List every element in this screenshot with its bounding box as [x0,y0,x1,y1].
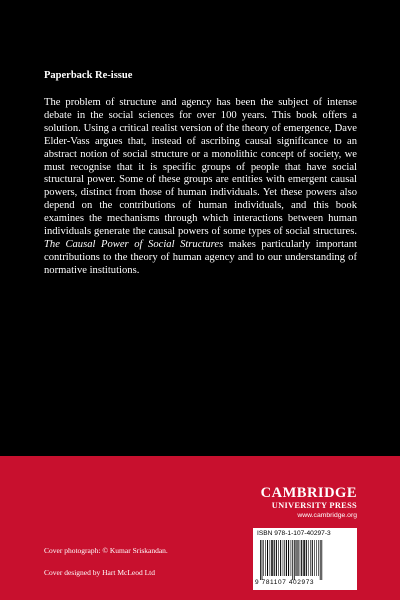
photo-credit: Cover photograph: © Kumar Sriskandan. [44,546,168,555]
publisher-name: CAMBRIDGE [260,485,357,501]
publisher-url: www.cambridge.org [297,512,357,519]
publisher-block [261,486,357,520]
barcode-image [259,540,351,580]
series-label: Paperback Re-issue [44,70,133,81]
design-credit: Cover designed by Hart McLeod Ltd [44,568,156,577]
blurb-part-2: makes particularly important contributions to the theory of human agency and to our understanding of normative institutions. [44,238,357,276]
book-title: The Causal Power of Social Structures [44,238,224,250]
barcode-digits: 9 781107 402973 [255,579,315,586]
blurb-part-1: The problem of structure and agency has been the subject of intense debate in the social sciences for over 100 years. This book offers a solution. Using a critical realist version of the theory of emergence, Dave Elder-Vass argues that, instead of ascribing causal significance to an abstract notion of social structure or a monolithic concept of society, we must recognise that it is specific groups of people that have social structural power. Some of these groups are entities with emergent causal powers, distinct from those of human individuals. Yet these powers also depend on the contributions of human individuals, and this book examines the mechanisms through which interactions between human individuals generate the causal powers of some types of social structures. [44,97,357,238]
barcode-panel [253,528,357,590]
isbn-label: ISBN 978-1-107-40297-3 [257,530,331,537]
blurb-text [44,97,357,278]
publisher-subname: UNIVERSITY PRESS [271,501,357,510]
